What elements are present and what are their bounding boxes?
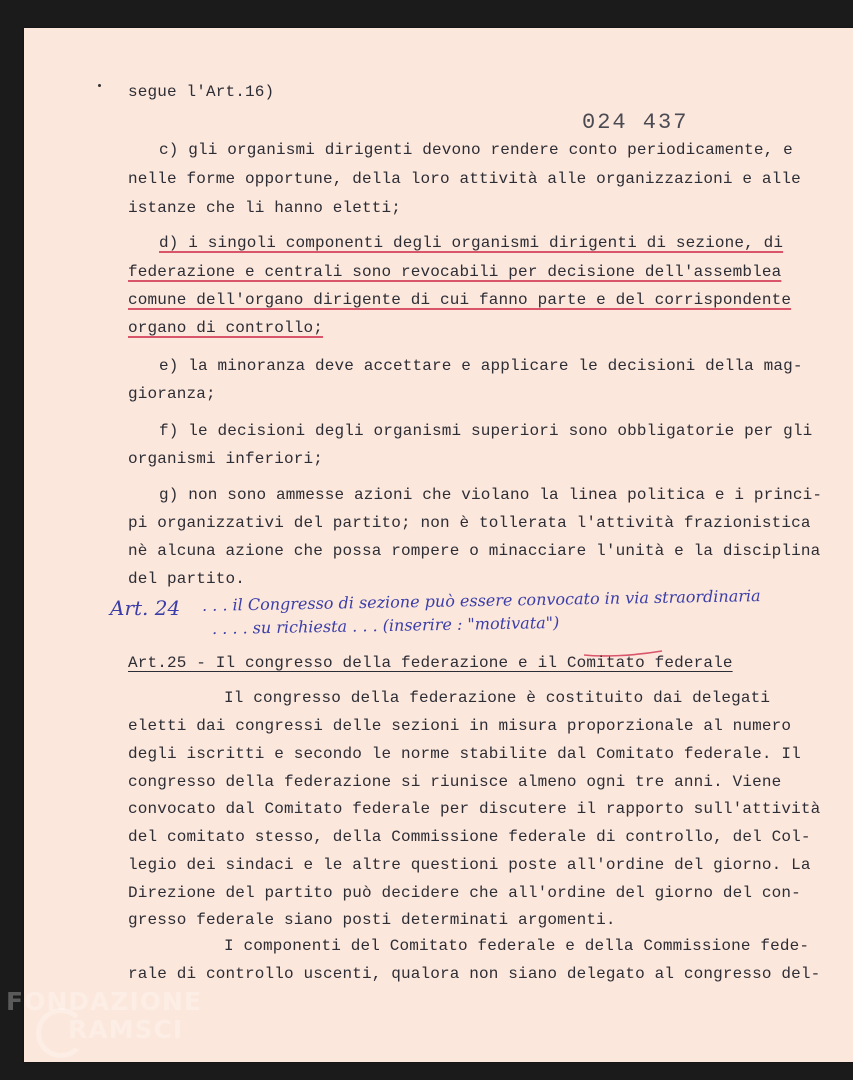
text-line-1: segue l'Art.16) (128, 83, 275, 101)
text-line-15: nè alcuna azione che possa rompere o minacciare l'unità e la disciplina (128, 542, 821, 560)
handwritten-note-line-2: . . . . su richiesta . . . (inserire : "motivata") (211, 612, 560, 639)
text-line-12: organismi inferiori; (128, 450, 324, 468)
text-line-22: convocato dal Comitato federale per discutere il rapporto sull'attività (128, 800, 821, 818)
text-line-28: rale di controllo uscenti, qualora non siano delegato al congresso del- (128, 965, 821, 983)
text-line-5: d) i singoli componenti degli organismi dirigenti di sezione, di (159, 234, 784, 252)
text-line-20: degli iscritti e secondo le norme stabilite dal Comitato federale. Il (128, 745, 801, 763)
fondazione-gramsci-watermark (6, 988, 206, 1044)
text-line-23: del comitato stesso, della Commissione federale di controllo, del Col- (128, 828, 811, 846)
watermark-g-logo-icon (36, 1008, 86, 1058)
text-line-3: nelle forme opportune, della loro attività alle organizzazioni e alle (128, 170, 801, 188)
text-line-6: federazione e centrali sono revocabili per decisione dell'assemblea (128, 263, 782, 281)
text-line-13: g) non sono ammesse azioni che violano la linea politica e i princi- (159, 486, 823, 504)
text-line-11: f) le decisioni degli organismi superiori sono obbligatorie per gli (159, 422, 813, 440)
handwritten-note-line-1: . . . il Congresso di sezione può essere convocato in via straordinaria (201, 586, 761, 615)
text-line-14: pi organizzativi del partito; non è tollerata l'attività frazionistica (128, 514, 811, 532)
document-page (24, 28, 853, 1062)
text-line-10: gioranza; (128, 385, 216, 403)
handwritten-article-label: Art. 24 (110, 596, 181, 620)
text-line-9: e) la minoranza deve accettare e applicare le decisioni della mag- (159, 357, 803, 375)
text-line-21: congresso della federazione si riunisce almeno ogni tre anni. Viene (128, 773, 782, 791)
text-line-2: c) gli organismi dirigenti devono rendere conto periodicamente, e (159, 141, 793, 159)
text-line-7: comune dell'organo dirigente di cui fanno parte e del corrispondente (128, 291, 792, 309)
text-line-24: legio dei sindaci e le altre questioni poste all'ordine del giorno. La (128, 856, 811, 874)
watermark-line-2: RAMSCI (68, 1015, 184, 1044)
document-number: 024 437 (582, 110, 689, 135)
text-line-8: organo di controllo; (128, 319, 324, 337)
text-line-27: I componenti del Comitato federale e della Commissione fede- (224, 937, 810, 955)
article-25-heading: Art.25 - Il congresso della federazione e il Comitato federale (128, 654, 733, 672)
text-line-19: eletti dai congressi delle sezioni in misura proporzionale al numero (128, 717, 792, 735)
text-line-16: del partito. (128, 570, 246, 588)
watermark-line-1: FONDAZIONE (6, 987, 203, 1016)
text-line-26: gresso federale siano posti determinati argomenti. (128, 911, 616, 929)
ink-dot (98, 84, 101, 87)
text-line-25: Direzione del partito può decidere che all'ordine del giorno del con- (128, 884, 801, 902)
text-line-18: Il congresso della federazione è costituito dai delegati (224, 689, 771, 707)
text-line-4: istanze che li hanno eletti; (128, 199, 402, 217)
